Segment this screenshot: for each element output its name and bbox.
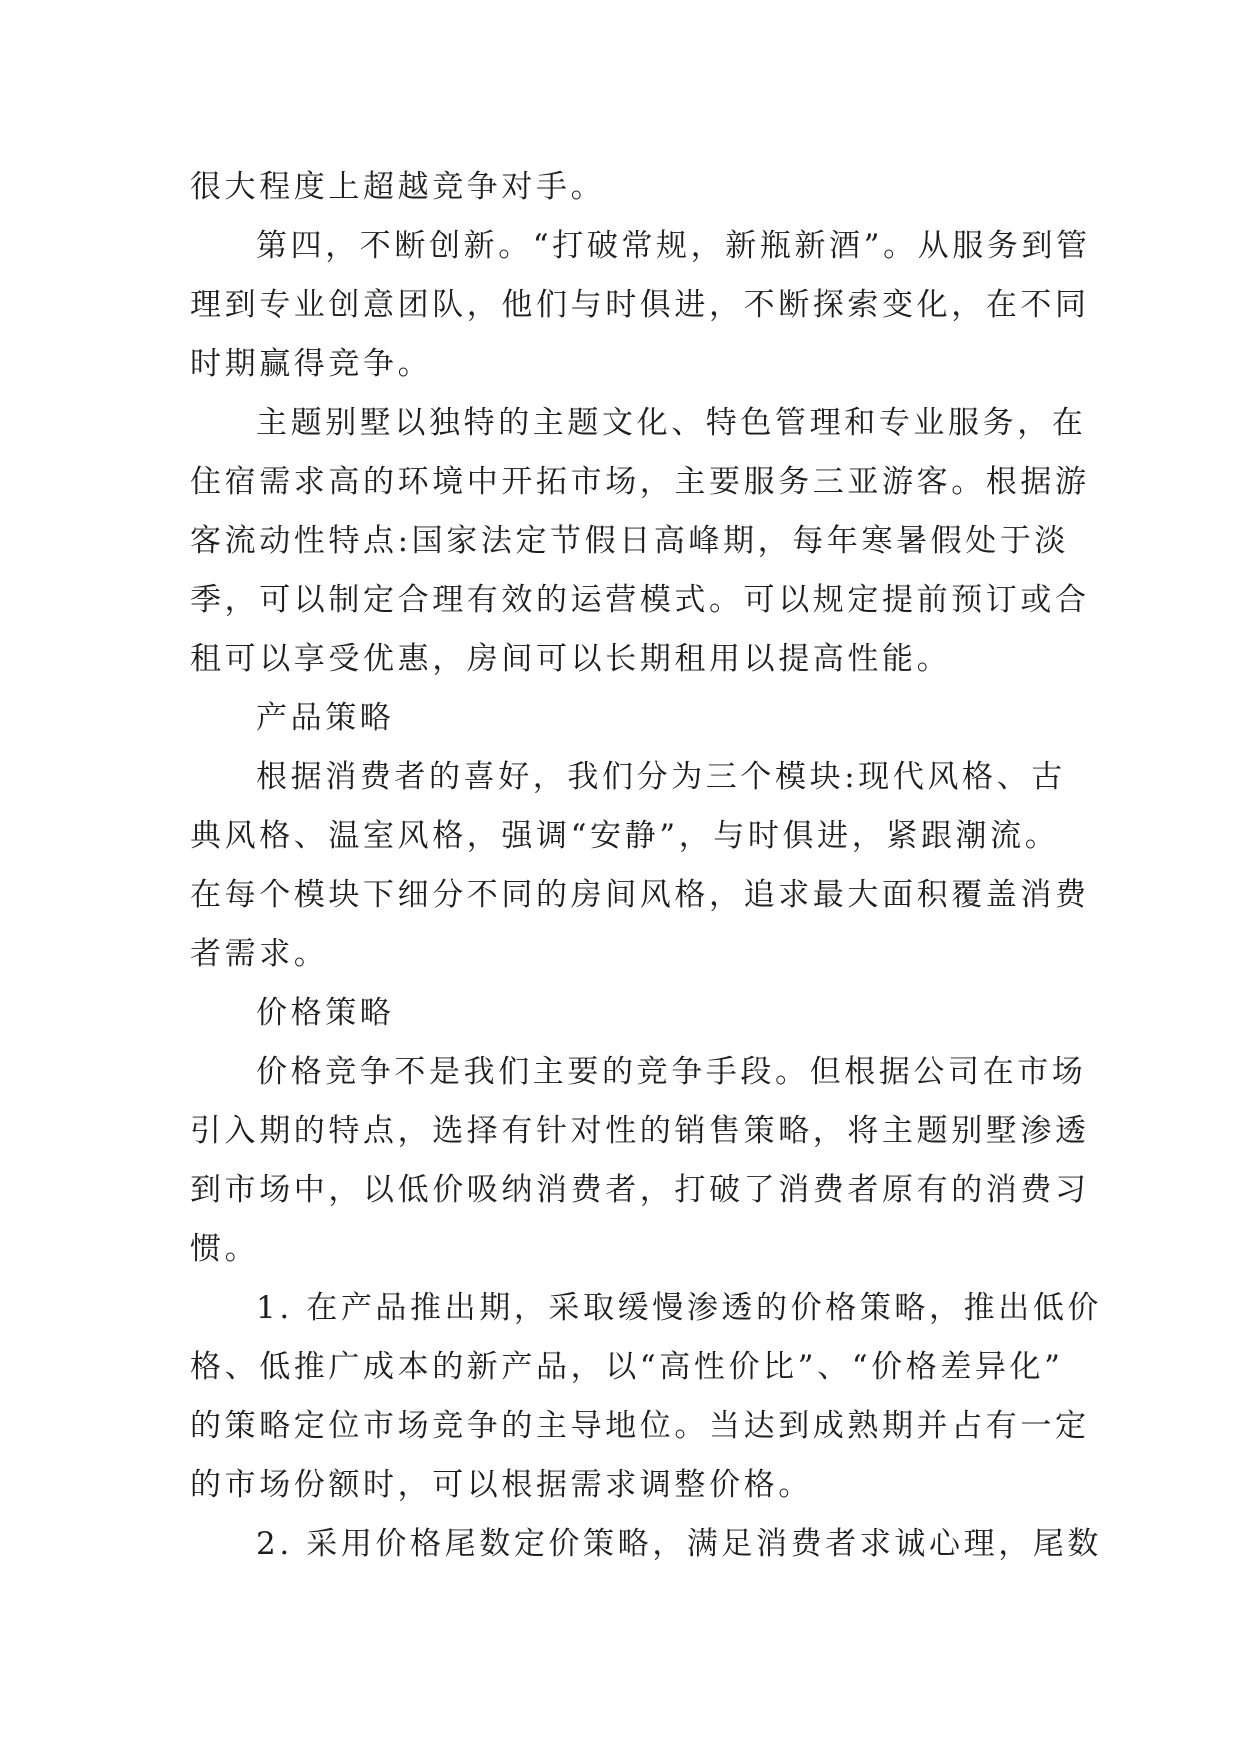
text-line: 格、低推广成本的新产品，以“高性价比”、“价格差异化” xyxy=(190,1349,1064,1385)
text-line: 引入期的特点，选择有针对性的销售策略，将主题别墅渗透 xyxy=(190,1113,1090,1149)
text-line: 租可以享受优惠，房间可以长期租用以提高性能。 xyxy=(190,641,952,677)
text-line: 典风格、温室风格，强调“安静”，与时俱进，紧跟潮流。 xyxy=(190,818,1060,854)
text-line: 季，可以制定合理有效的运营模式。可以规定提前预订或合 xyxy=(190,582,1090,618)
paragraph-first-line: 主题别墅以独特的主题文化、特色管理和专业服务，在 xyxy=(256,405,1087,441)
text-line: 的市场份额时，可以根据需求调整价格。 xyxy=(190,1467,813,1503)
paragraph-first-line: 产品策略 xyxy=(256,700,395,736)
text-line: 在每个模块下细分不同的房间风格，追求最大面积覆盖消费 xyxy=(190,877,1090,913)
text-line: 惯。 xyxy=(190,1231,260,1267)
text-line: 理到专业创意团队，他们与时俱进，不断探索变化，在不同 xyxy=(190,287,1090,323)
body-text xyxy=(190,158,1103,1574)
paragraph-first-line: 1. 在产品推出期，采取缓慢渗透的价格策略，推出低价 xyxy=(256,1290,1103,1326)
paragraph-first-line: 2. 采用价格尾数定价策略，满足消费者求诚心理，尾数 xyxy=(256,1526,1103,1562)
paragraph-first-line: 价格策略 xyxy=(256,995,395,1031)
text-line: 客流动性特点:国家法定节假日高峰期，每年寒暑假处于淡 xyxy=(190,523,1070,559)
text-line: 到市场中，以低价吸纳消费者，打破了消费者原有的消费习 xyxy=(190,1172,1090,1208)
text-line: 很大程度上超越竞争对手。 xyxy=(190,169,606,205)
text-line: 者需求。 xyxy=(190,936,329,972)
text-line: 住宿需求高的环境中开拓市场，主要服务三亚游客。根据游 xyxy=(190,464,1090,500)
paragraph-first-line: 根据消费者的喜好，我们分为三个模块:现代风格、古 xyxy=(256,759,1066,795)
text-line: 的策略定位市场竞争的主导地位。当达到成熟期并占有一定 xyxy=(190,1408,1090,1444)
text-line: 时期赢得竞争。 xyxy=(190,346,433,382)
paragraph-first-line: 第四，不断创新。“打破常规，新瓶新酒”。从服务到管 xyxy=(256,228,1091,264)
paragraph-first-line: 价格竞争不是我们主要的竞争手段。但根据公司在市场 xyxy=(256,1054,1087,1090)
